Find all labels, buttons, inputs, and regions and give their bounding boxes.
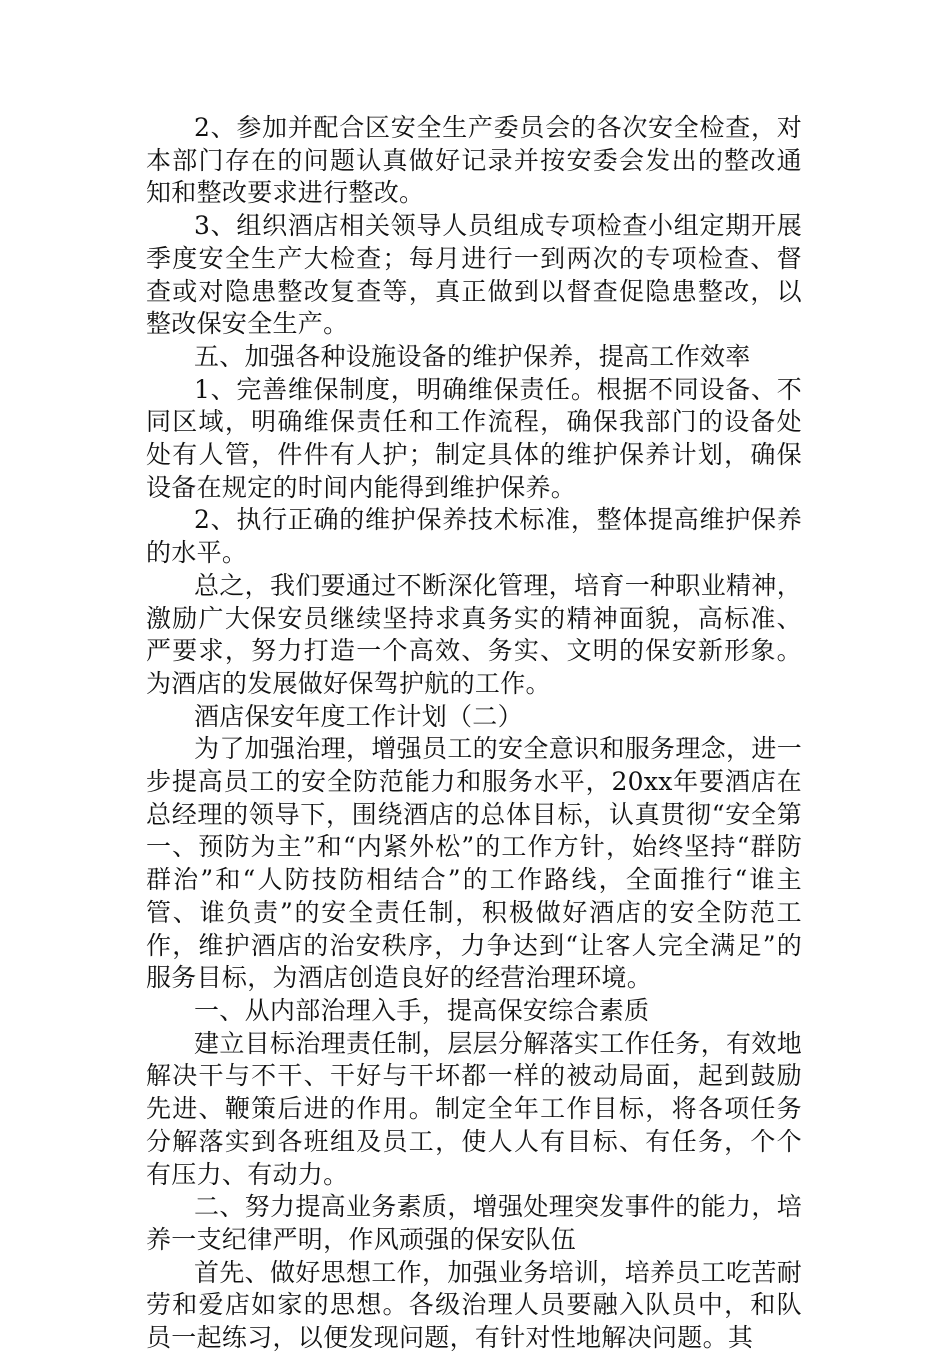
section-heading-two: 二、努力提高业务素质，增强处理突发事件的能力，培养一支纪律严明，作风顽强的保安队伍 [146,1192,802,1254]
section-heading-five: 五、加强各种设施设备的维护保养，提高工作效率 [194,341,751,371]
paragraph-introduction: 为了加强治理，增强员工的安全意识和服务理念，进一步提高员工的安全防范能力和服务水平，20xx年要酒店在总经理的领导下，围绕酒店的总体目标，认真贯彻“安全第一、预防为主”和“内紧外松”的工作方针，始终坚持“群防群治”和“人防技防相结合”的工作路线，全面推行“谁主管、谁负责”的安全责任制，积极做好酒店的安全防范工作，维护酒店的治安秩序，力争达到“让客人完全满足”的服务目标，为酒店创造良好的经营治理环境。 [146,734,802,993]
section-heading-one: 一、从内部治理入手，提高保安综合素质 [194,995,650,1025]
document-subtitle: 酒店保安年度工作计划（二） [194,701,523,731]
paragraph-maintenance-system: 1、完善维保制度，明确维保责任。根据不同设备、不同区域，明确维保责任和工作流程，确保我部门的设备处处有人管，件件有人护；制定具体的维护保养计划，确保设备在规定的时间内能得到维护保养。 [146,374,802,502]
paragraph-responsibility-system: 建立目标治理责任制，层层分解落实工作任务，有效地解决干与不干、干好与干坏都一样的被动局面，起到鼓励先进、鞭策后进的作用。制定全年工作目标，将各项任务分解落实到各班组及员工，使人人有目标、有任务，个个有压力、有动力。 [146,1028,802,1189]
document-page [146,112,802,1355]
paragraph-training: 首先、做好思想工作，加强业务培训，培养员工吃苦耐劳和爱店如家的思想。各级治理人员要融入队员中，和队员一起练习，以便发现问题，有针对性地解决问题。其 [146,1257,802,1353]
paragraph-item-3-special-check: 3、组织酒店相关领导人员组成专项检查小组定期开展季度安全生产大检查；每月进行一到两次的专项检查、督查或对隐患整改复查等，真正做到以督查促隐患整改，以整改保安全生产。 [146,211,802,339]
paragraph-item-2-inspection: 2、参加并配合区安全生产委员会的各次安全检查，对本部门存在的问题认真做好记录并按安委会发出的整改通知和整改要求进行整改。 [146,113,802,208]
paragraph-maintenance-standard: 2、执行正确的维护保养技术标准，整体提高维护保养的水平。 [146,505,802,568]
paragraph-summary: 总之，我们要通过不断深化管理，培育一种职业精神，激励广大保安员继续坚持求真务实的精神面貌，高标准、严要求，努力打造一个高效、务实、文明的保安新形象。为酒店的发展做好保驾护航的工作。 [146,570,802,698]
